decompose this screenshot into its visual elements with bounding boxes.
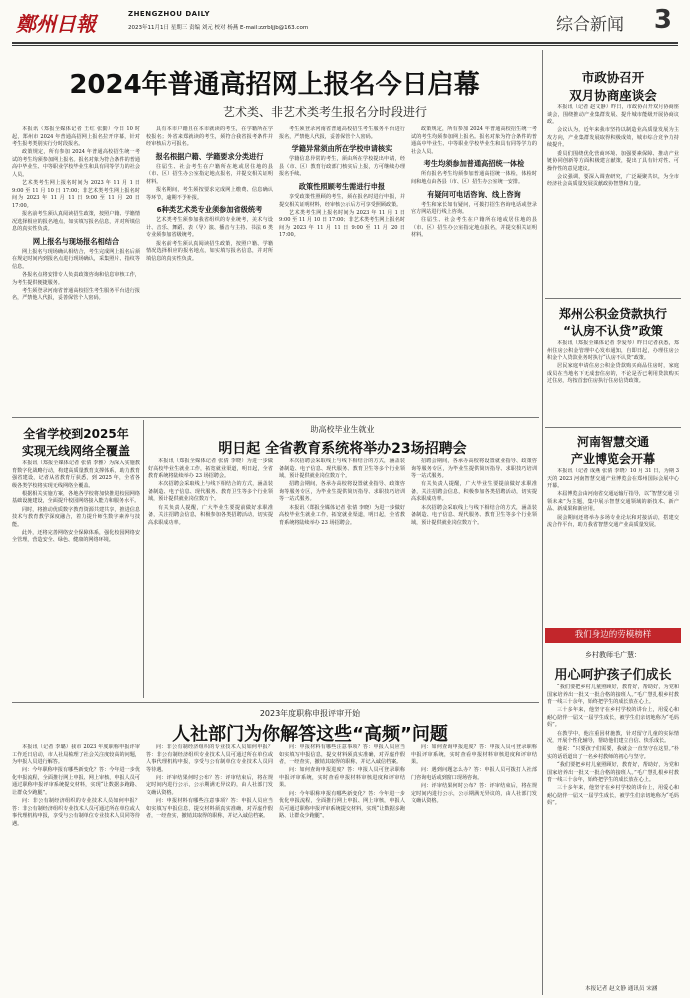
lead-paragraph: 考生须登录河南省普通高校招生考生服务平台进行报名，严禁他人代报，妥善保管个人密码。 [279, 126, 405, 140]
wifi-headline-2: 实现无线网络全覆盖 [21, 444, 130, 458]
lead-paragraph: 考生和家长如有疑问，可拨打招生咨询电话或登录官方网站进行线上咨询。 [411, 201, 537, 216]
cppcc-paragraph: 委员们围绕优化营商环境、加强要素保障、推动产业链协同创新等方面积极建言献策，提出了具有针对性、可操作性的意见建议。 [547, 150, 679, 172]
lead-paragraph: 报名前考生须认真阅读招生政策，按照户籍、学籍情况选择相应的报名地点，如实填写报名信息，并对所填信息的真实性负责。 [146, 240, 273, 262]
lead-paragraph: 政策规定，所有参加 2024 年普通高校招生统一考试的考生均须参加网上报名。报名对象为符合条件的普通高中毕业生、中等职业学校毕业生和具有同等学力的社会人员。 [411, 126, 537, 155]
issue-meta: 2023年11月1日 星期三 责编 刘元 校对 杨燕 E-mail:zzrbljjb@163.com [128, 25, 309, 31]
wifi-body [12, 460, 140, 696]
lead-subhead: 有疑问可电话咨询、线上咨询 [427, 189, 521, 199]
lead-subhead: 网上报名与现场报名相结合 [32, 236, 120, 246]
lead-deck: 艺术类、非艺术类考生报名分时段进行 [222, 105, 427, 119]
cppcc-headline-2: 双月协商座谈会 [569, 88, 657, 103]
lead-paragraph: 享受政策性照顾的考生，须在报名时进行申报，并提交相关证明材料，经审核公示后方可享受照顾政策。 [279, 193, 405, 208]
title-kicker: 2023年度职称申报评审开始 [259, 709, 361, 718]
fund-paragraph: 居民家庭申请住房公积金贷款购买商品住房时，家庭成员在当地名下无成套住房的，不论是否已利用贷款购买过住房，均按首套住房执行住房信贷政策。 [547, 363, 679, 385]
job-column-2 [279, 458, 405, 696]
title-paragraph: 问：如何查询申报进度？答：申报人员可登录职称申报评审系统，实时查看申报材料审核进度和评审结果。 [411, 744, 537, 766]
paper-english-name: ZHENGZHOU DAILY [128, 10, 211, 18]
lead-paragraph: 艺术类考生须参加我省组织的专业统考，美术与设计、音乐、舞蹈、表（导）演、播音与主持、书法 6 类专业须参加省级统考。 [146, 217, 273, 239]
lead-paragraph: 报名期间，考生须按要求完成网上缴费、信息确认等环节，逾期不予补报。 [146, 187, 273, 201]
column-divider [143, 420, 144, 698]
masthead [10, 6, 680, 40]
job-paragraph: 有关负责人提醒，广大毕业生要提前做好求职准备，关注招聘会信息，积极参加各类招聘活动，切实提高求职成功率。 [411, 481, 537, 503]
job-headline: 明日起 全省教育系统将举办23场招聘会 [218, 441, 467, 457]
cppcc-headline-1: 市政协召开 [581, 70, 645, 85]
title-column-2 [146, 744, 273, 992]
expo-paragraph: 展会期间还将举办多场专业论坛和对接活动，搭建交流合作平台，助力我省智慧交通产业高质量发展。 [547, 514, 679, 529]
divider [545, 427, 681, 428]
expo-headline-1: 河南智慧交通 [576, 435, 649, 449]
wifi-paragraph: 同时，将推动优质数字教育资源共建共享，推进信息技术与教育教学深度融合，着力提升师生数字素养与技能。 [12, 506, 140, 528]
lead-paragraph: 往届生、社会考生在户籍所在地或居住地的县（市、区）招生办公室指定地点报名，并提交相关证明材料。 [146, 163, 273, 185]
lead-headline: 2024年普通高招网上报名今日启幕 [69, 70, 480, 100]
job-column-3 [411, 458, 537, 696]
title-paragraph: 问：评审结果何时公布？答：评审结束后，将在规定时间内进行公示，公示期满无异议的，由人社部门发文确认资格。 [411, 782, 537, 805]
lead-paragraph: 具有本市户籍且在本市就读的考生，在学籍所在学校报名；外省来郑就读的考生，须符合我省报考条件并经审核后方可报名。 [146, 126, 273, 148]
feature-kicker: 乡村教师毛广慧： [585, 651, 641, 659]
feature-byline: 本报记者 赵文静 通讯员 宋涵 [585, 986, 658, 992]
feature-banner: 我们身边的劳模榜样 [545, 628, 681, 643]
lead-paragraph: 所有报名考生均须参加普通高招统一体检，体检时间和地点由各县（市、区）招生办公室统一安排。 [411, 171, 537, 185]
fund-headline-1: 郑州公积金贷款执行 [558, 307, 667, 321]
feature-paragraph: 他说：“只要孩子们需要，我就会一直坚守在这里。”朴实的话语道出了一名乡村教师的初心与坚守。 [547, 746, 679, 760]
feature-paragraph: “我们要把乡村儿童照顾好，教育好，帮助好，为党和国家培养出一批又一批合格的接班人。”毛广慧扎根乡村教育一线三十余年，始终把学生的成长放在心上。 [547, 761, 679, 784]
feature-paragraph: 三十多年来，他坚守在乡村学校的讲台上，用爱心和耐心陪伴一届又一届学生成长，被学生们亲切地称为“毛妈妈”。 [547, 785, 679, 807]
job-paragraph: 本报讯（郑报全媒体记者 张倩 李晓）为进一步做好高校毕业生就业工作，拓宽就业渠道，明日起，全省教育系统将陆续举办 23 场招聘会。 [279, 504, 405, 526]
lead-column-3 [279, 126, 405, 412]
job-paragraph: 有关负责人提醒，广大毕业生要提前做好求职准备，关注招聘会信息，积极参加各类招聘活动，切实提高求职成功率。 [148, 504, 273, 526]
lead-column-1 [12, 126, 140, 412]
feature-paragraph: “我们要把乡村儿童照顾好，教育好，帮助好，为党和国家培养出一批又一批合格的接班人。”毛广慧扎根乡村教育一线三十余年，始终把学生的成长放在心上。 [547, 684, 679, 706]
lead-paragraph: 本报讯（郑报全媒体记者 王红 张勤）今日 10 时起，郑州市 2024 年普通高招网上报名拉开序幕，针对考生报考类别实行分时段报名。 [12, 126, 140, 148]
lead-column-2 [146, 126, 273, 412]
job-paragraph: 本次招聘会采取线上与线下相结合的方式，涵盖装备制造、电子信息、现代服务、教育卫生等多个行业领域，预计提供就业岗位数万个。 [148, 481, 273, 503]
fund-headline-2: “认房不认贷”政策 [563, 324, 663, 338]
job-paragraph: 本报讯（郑报全媒体记者 张倩 李晓）为进一步做好高校毕业生就业工作，拓宽就业渠道，明日起，全省教育系统将陆续举办 23 场招聘会。 [148, 458, 273, 480]
title-column-1 [12, 744, 140, 992]
wifi-paragraph: 根据相关实施方案，各地各学校将加快推进校园网络基础设施建设，全面提升校园网络接入能力和服务水平。 [12, 490, 140, 505]
lead-paragraph: 网上报名与现场确认相结合，考生完成网上报名后须在规定时间内到报名点进行现场确认，采集照片、指纹等信息。 [12, 248, 140, 270]
page-number: 3 [653, 5, 672, 35]
lead-paragraph: 政策规定，所有参加 2024 年普通高校招生统一考试的考生均须参加网上报名。报名对象为符合条件的普通高中毕业生、中等职业学校毕业生和具有同等学力的社会人员。 [12, 149, 140, 179]
title-paragraph: 问：今年职称申报有哪些新变化？答：今年进一步优化申报流程，全面推行网上申报、网上审核，申报人员可通过职称申报评审系统提交材料，实现“让数据多跑路、让群众少跑腿”。 [12, 767, 140, 797]
masthead-rule-thin [12, 45, 678, 46]
cppcc-body [547, 104, 679, 294]
job-kicker: 助高校毕业生就业 [310, 425, 375, 434]
job-paragraph: 本次招聘会采取线上与线下相结合的方式，涵盖装备制造、电子信息、现代服务、教育卫生等多个行业领域，预计提供就业岗位数万个。 [411, 504, 537, 526]
wifi-headline-1: 全省学校到2025年 [23, 427, 129, 441]
title-paragraph: 问：遇到问题怎么办？答：申报人员可拨打人社部门咨询电话或到窗口现场咨询。 [411, 767, 537, 781]
feature-body [547, 684, 679, 980]
title-paragraph: 问：今年职称申报有哪些新变化？答：今年进一步优化申报流程，全面推行网上申报、网上审核，申报人员可通过职称申报评审系统提交材料，实现“让数据多跑路、让群众少跑腿”。 [279, 790, 405, 820]
cppcc-paragraph: 会议强调，要深入调查研究，广泛凝聚共识，为全市经济社会高质量发展贡献政协智慧和力量。 [547, 173, 679, 188]
cppcc-paragraph: 本报讯（记者 赵文静）昨日，市政协召开双月协商座谈会，围绕推动产业集群发展、提升城市能级开展协商议政。 [547, 104, 679, 126]
section-divider [12, 417, 539, 418]
job-column-1 [148, 458, 273, 696]
masthead-rule [12, 42, 678, 44]
lead-paragraph: 学籍信息异常的考生，须由所在学校提出申请，经县（市、区）教育行政部门核实后上报，方可继续办理报名手续。 [279, 156, 405, 178]
title-paragraph: 本报讯（记者 李璐）我市 2023 年度职称申报评审工作近日启动，市人社局梳理了社会关注度较高的问题，为申报人员进行解答。 [12, 744, 140, 766]
newspaper-logo: 鄭州日報 [16, 12, 96, 36]
title-headline: 人社部门为你解答这些“高频”问题 [172, 724, 448, 745]
lead-subhead: 学籍异常须由所在学校申请核实 [291, 144, 393, 154]
lead-subhead: 政策性照顾考生需进行申报 [298, 181, 386, 191]
fund-paragraph: 本报讯（郑报全媒体记者 李爱琴）昨日记者获悉，郑州住房公积金管理中心发布通知，自即日起，办理住房公积金个人贷款业务时执行“认房不认贷”政策。 [547, 340, 679, 362]
fund-body [547, 340, 679, 422]
lead-subhead: 报名根据户籍、学籍要求分类进行 [155, 151, 264, 161]
wifi-paragraph: 本报讯（郑报全媒体记者 张倩 李雅）为深入实施教育数字化战略行动，构建高质量教育支撑体系，助力教育强省建设，记者从省教育厅获悉，到 2025 年，全省各级各类学校将实现无线网络全覆盖。 [12, 460, 140, 489]
feature-paragraph: 三十多年来，他坚守在乡村学校的讲台上，用爱心和耐心陪伴一届又一届学生成长，被学生们亲切地称为“毛妈妈”。 [547, 707, 679, 729]
feature-headline: 用心呵护孩子们成长 [554, 668, 672, 683]
section-divider [12, 702, 539, 703]
lead-paragraph: 艺术类考生网上报名时间为 2023 年 11 月 1 日 9:00 至 11 月 10 日 17:00；非艺术类考生网上报名时间为 2023 年 11 月 11 日 9:00 至 11 月 20 日 17:00。 [279, 209, 405, 239]
feature-paragraph: 在教学中，他注重因材施教，针对留守儿童的实际情况，开展个性化辅导，帮助他们建立自信、快乐成长。 [547, 730, 679, 745]
job-paragraph: 本次招聘会采取线上与线下相结合的方式，涵盖装备制造、电子信息、现代服务、教育卫生等多个行业领域，预计提供就业岗位数万个。 [279, 458, 405, 480]
section-name: 综合新闻 [556, 15, 624, 35]
title-paragraph: 问：非公有制经济组织的专业技术人员如何申报？答：非公有制经济组织专业技术人员可通过所在单位或人事代理机构申报，享受与公有制单位专业技术人员同等待遇。 [146, 744, 273, 773]
expo-paragraph: 本报讯（记者 成燕 张倩 李晓）10 月 31 日，为期 3 天的 2023 河南智慧交通产业博览会在郑州国际会展中心开幕。 [547, 468, 679, 490]
expo-headline-2: 产业博览会开幕 [570, 452, 655, 466]
wifi-paragraph: 此外，还将完善网络安全保障体系，强化校园网络安全管理，营造安全、绿色、健康的网络环境。 [12, 529, 140, 544]
lead-subhead: 6种类艺术类专业须参加省级统考 [156, 205, 263, 215]
lead-paragraph: 考生须登录河南省普通高校招生考生服务平台进行报名，严禁他人代报，妥善保管个人密码。 [12, 287, 140, 302]
title-paragraph: 问：非公有制经济组织的专业技术人员如何申报？答：非公有制经济组织专业技术人员可通过所在单位或人事代理机构申报，享受与公有制单位专业技术人员同等待遇。 [12, 798, 140, 827]
title-paragraph: 问：申报材料有哪些注意事项？答：申报人员应当如实填写申报信息，提交材料须真实准确，对弄虚作假者，一经查实，撤销其取得的职称，并记入诚信档案。 [146, 798, 273, 820]
title-paragraph: 问：申报材料有哪些注意事项？答：申报人员应当如实填写申报信息，提交材料须真实准确，对弄虚作假者，一经查实，撤销其取得的职称，并记入诚信档案。 [279, 744, 405, 766]
column-divider [542, 50, 543, 995]
job-paragraph: 招聘会期间，各承办高校将设置就业指导、政策咨询等服务专区，为毕业生提供简历指导、求职技巧培训等一站式服务。 [279, 481, 405, 503]
lead-paragraph: 报名前考生须认真阅读招生政策，按照户籍、学籍情况选择相应的报名地点，如实填写报名信息，并对所填信息的真实性负责。 [12, 211, 140, 233]
lead-paragraph: 艺术类考生网上报名时间为 2023 年 11 月 1 日 9:00 至 11 月 10 日 17:00；非艺术类考生网上报名时间为 2023 年 11 月 11 日 9:00 至 11 月 20 日 17:00。 [12, 180, 140, 209]
expo-body [547, 468, 679, 622]
expo-paragraph: 本届博览会由河南省交通运输厅指导，以“智慧交通 引领未来”为主题，集中展示智慧交通领域的新技术、新产品、新成果和新应用。 [547, 491, 679, 513]
divider [545, 298, 681, 299]
lead-column-4 [411, 126, 537, 412]
title-paragraph: 问：评审结果何时公布？答：评审结束后，将在规定时间内进行公示，公示期满无异议的，由人社部门发文确认资格。 [146, 774, 273, 797]
cppcc-paragraph: 会议认为，近年来我市坚持以制造业高质量发展为主攻方向，产业集群发展取得积极成效，城市综合竞争力持续提升。 [547, 127, 679, 149]
lead-paragraph: 各报名点将安排专人负责政策咨询和信息审核工作，为考生提供便捷服务。 [12, 272, 140, 286]
job-paragraph: 招聘会期间，各承办高校将设置就业指导、政策咨询等服务专区，为毕业生提供简历指导、求职技巧培训等一站式服务。 [411, 458, 537, 480]
title-column-4 [411, 744, 537, 992]
title-paragraph: 问：如何查询申报进度？答：申报人员可登录职称申报评审系统，实时查看申报材料审核进度和评审结果。 [279, 767, 405, 789]
lead-subhead: 考生均须参加普通高招统一体检 [423, 159, 525, 169]
title-column-3 [279, 744, 405, 992]
lead-paragraph: 往届生、社会考生在户籍所在地或居住地的县（市、区）招生办公室指定地点报名，并提交相关证明材料。 [411, 217, 537, 239]
